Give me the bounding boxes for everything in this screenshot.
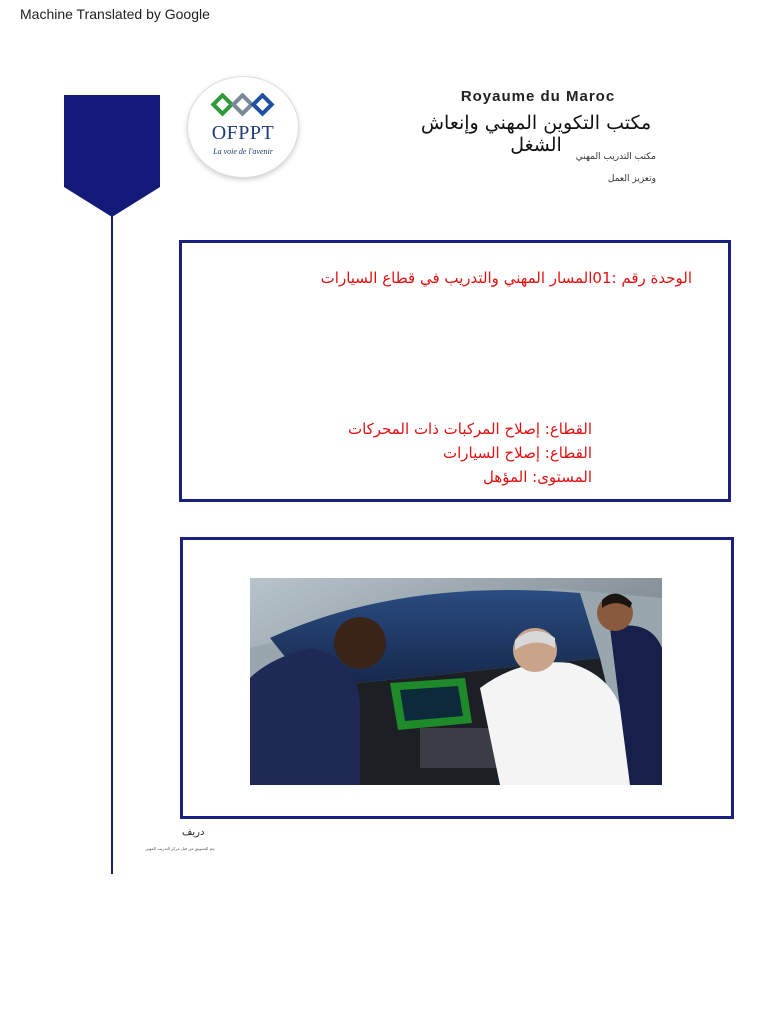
office-title-arabic: مكتب التكوين المهني وإنعاش الشغل: [420, 112, 652, 156]
bookmark-ribbon: [64, 95, 160, 217]
department-line-1: مكتب التدريب المهني: [575, 152, 656, 162]
branch-line: القطاع: إصلاح السيارات: [442, 444, 592, 462]
logo-tagline: La voie de l'avenir: [213, 147, 273, 156]
module-details: [348, 417, 592, 489]
level-line: المستوى: المؤهل: [482, 468, 592, 486]
machine-translation-banner: Machine Translated by Google: [20, 6, 210, 22]
department-line-2: وتعزيز العمل: [607, 174, 656, 184]
mechanics-photo: [250, 578, 662, 785]
logo-knot-icon: [210, 93, 276, 119]
footer-note: يتم التسويق من قبل مركز التدريب المهني: [145, 846, 215, 851]
logo-text: OFPPT: [211, 122, 275, 144]
ofppt-logo: [188, 77, 298, 177]
sector-line: القطاع: إصلاح المركبات ذات المحركات: [347, 420, 592, 438]
vertical-rule: [111, 215, 113, 874]
kingdom-title: Royaume du Maroc: [460, 88, 616, 105]
module-info-box: [179, 240, 731, 502]
module-title: الوحدة رقم :01المسار المهني والتدريب في قطاع السيارات: [320, 269, 692, 287]
author-caption: دريف: [182, 827, 205, 838]
